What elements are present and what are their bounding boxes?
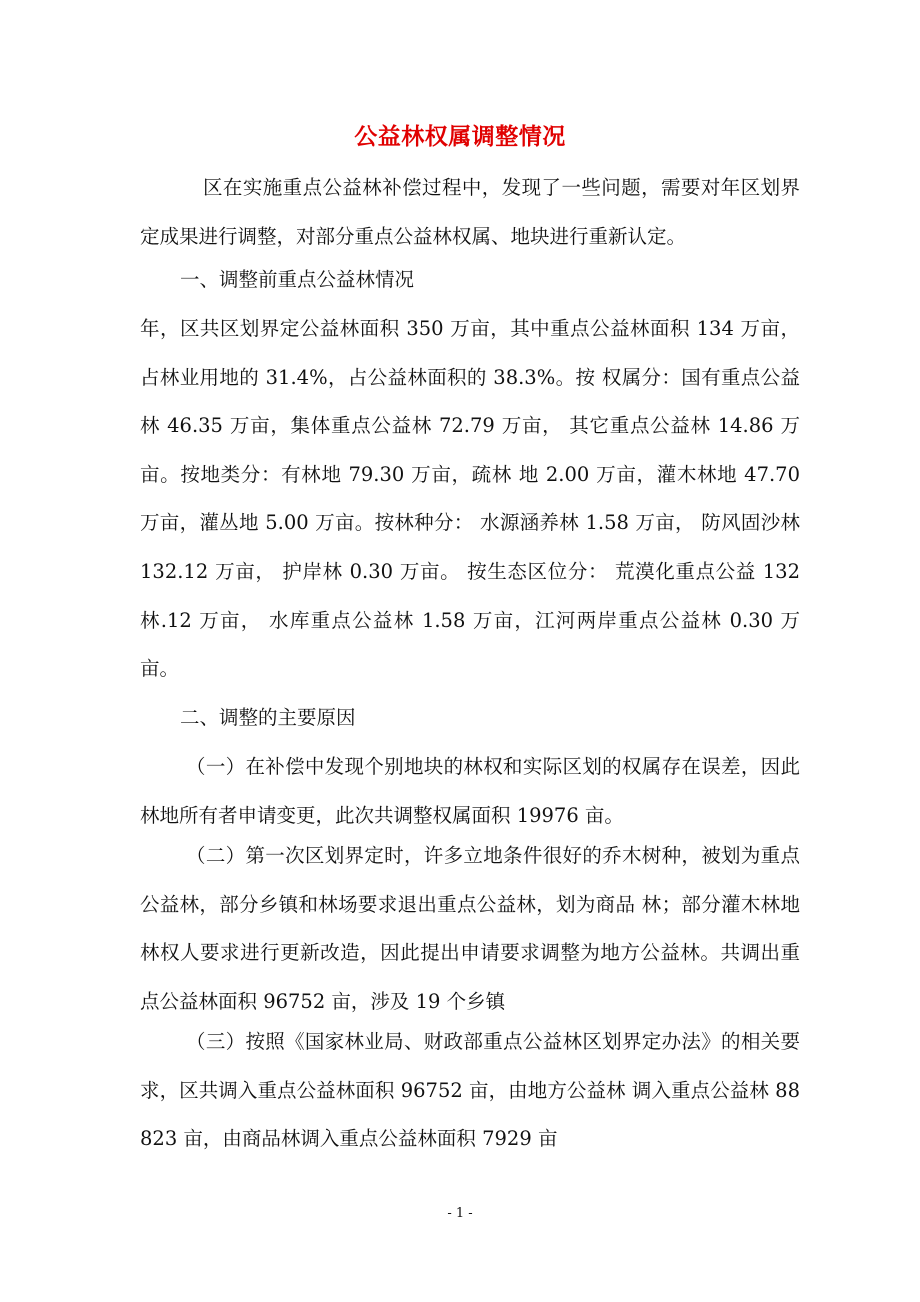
- reason-paragraph-1: （一）在补偿中发现个别地块的林权和实际区划的权属存在误差，因此林地所有者申请变更，此次共调整权属面积 19976 亩。: [140, 755, 800, 827]
- section-heading-2: 二、调整的主要原因: [180, 706, 356, 729]
- reason-paragraph-2: （二）第一次区划界定时，许多立地条件很好的乔木树种，被划为重点公益林，部分乡镇和林场要求退出重点公益林，划为商品 林；部分灌木林地林权人要求进行更新改造，因此提出申请要求调整为地方公益林。共调出重点公益林面积 96752 亩，涉及 19 个乡镇: [140, 844, 800, 1013]
- page-number: - 1 -: [447, 1206, 473, 1221]
- intro-paragraph: 区在实施重点公益林补偿过程中，发现了一些问题，需要对年区划界定成果进行调整，对部分重点公益林权属、地块进行重新认定。: [140, 176, 800, 248]
- document-title: 公益林权属调整情况: [354, 123, 566, 150]
- section-heading-1: 一、调整前重点公益林情况: [180, 268, 415, 291]
- reason-paragraph-3: （三）按照《国家林业局、财政部重点公益林区划界定办法》的相关要求，区共调入重点公益林面积 96752 亩，由地方公益林 调入重点公益林 88823 亩，由商品林调入重点公益林面积 7929 亩: [140, 1030, 800, 1151]
- section-1-paragraph: 年，区共区划界定公益林面积 350 万亩，其中重点公益林面积 134 万亩，占林业用地的 31.4%，占公益林面积的 38.3%。按 权属分：国有重点公益林 46.35 万亩，集体重点公益林 72.79 万亩， 其它重点公益林 14.86 万亩。按地类分：有林地 79.30 万亩，疏林 地 2.00 万亩，灌木林地 47.70 万亩，灌丛地 5.00 万亩。按林种分： 水源涵养林 1.58 万亩， 防风固沙林 132.12 万亩， 护岸林 0.30 万亩。 按生态区位分： 荒漠化重点公益 132 林.12 万亩， 水库重点公益林 1.58 万亩，江河两岸重点公益林 0.30 万亩。: [140, 317, 800, 681]
